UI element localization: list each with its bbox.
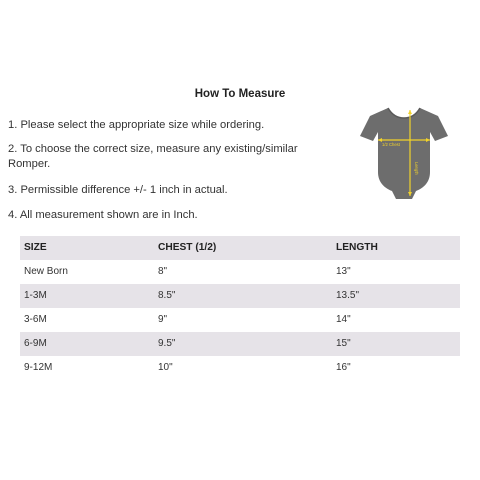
romper-illustration — [358, 102, 450, 202]
header-length: LENGTH — [336, 242, 378, 253]
chest-cell: 10" — [158, 362, 173, 373]
size-cell: 3-6M — [24, 314, 47, 325]
chest-cell: 8.5" — [158, 290, 176, 301]
length-cell: 16" — [336, 362, 351, 373]
length-arrow-top — [408, 110, 412, 114]
instruction-1: 1. Please select the appropriate size while ordering. — [8, 119, 265, 131]
table-row — [20, 356, 460, 380]
size-chart-table — [20, 236, 460, 380]
chest-label: 1/2 Chest — [382, 142, 400, 147]
size-cell: 9-12M — [24, 362, 53, 373]
table-row — [20, 260, 460, 284]
instruction-2: 2. To choose the correct size, measure any existing/similar Romper. — [8, 143, 298, 170]
length-cell: 15" — [336, 338, 351, 349]
table-row — [20, 284, 460, 308]
size-cell: 1-3M — [24, 290, 47, 301]
table-row — [20, 308, 460, 332]
chest-cell: 9.5" — [158, 338, 176, 349]
size-cell: 6-9M — [24, 338, 47, 349]
length-cell: 14" — [336, 314, 351, 325]
chest-cell: 9" — [158, 314, 168, 325]
header-size: SIZE — [24, 242, 47, 253]
table-header-row — [20, 236, 460, 260]
instruction-4: 4. All measurement shown are in Inch. — [8, 209, 198, 221]
header-chest: CHEST (1/2) — [158, 242, 217, 253]
table-row — [20, 332, 460, 356]
chest-cell: 8" — [158, 266, 168, 277]
length-cell: 13" — [336, 266, 351, 277]
length-cell: 13.5" — [336, 290, 360, 301]
page-title: How To Measure — [194, 88, 286, 100]
romper-measure-diagram — [358, 102, 450, 202]
length-label: Length — [414, 162, 419, 175]
size-cell: New Born — [24, 266, 68, 277]
romper-shape — [360, 108, 448, 199]
instruction-3: 3. Permissible difference +/- 1 inch in actual. — [8, 184, 228, 196]
